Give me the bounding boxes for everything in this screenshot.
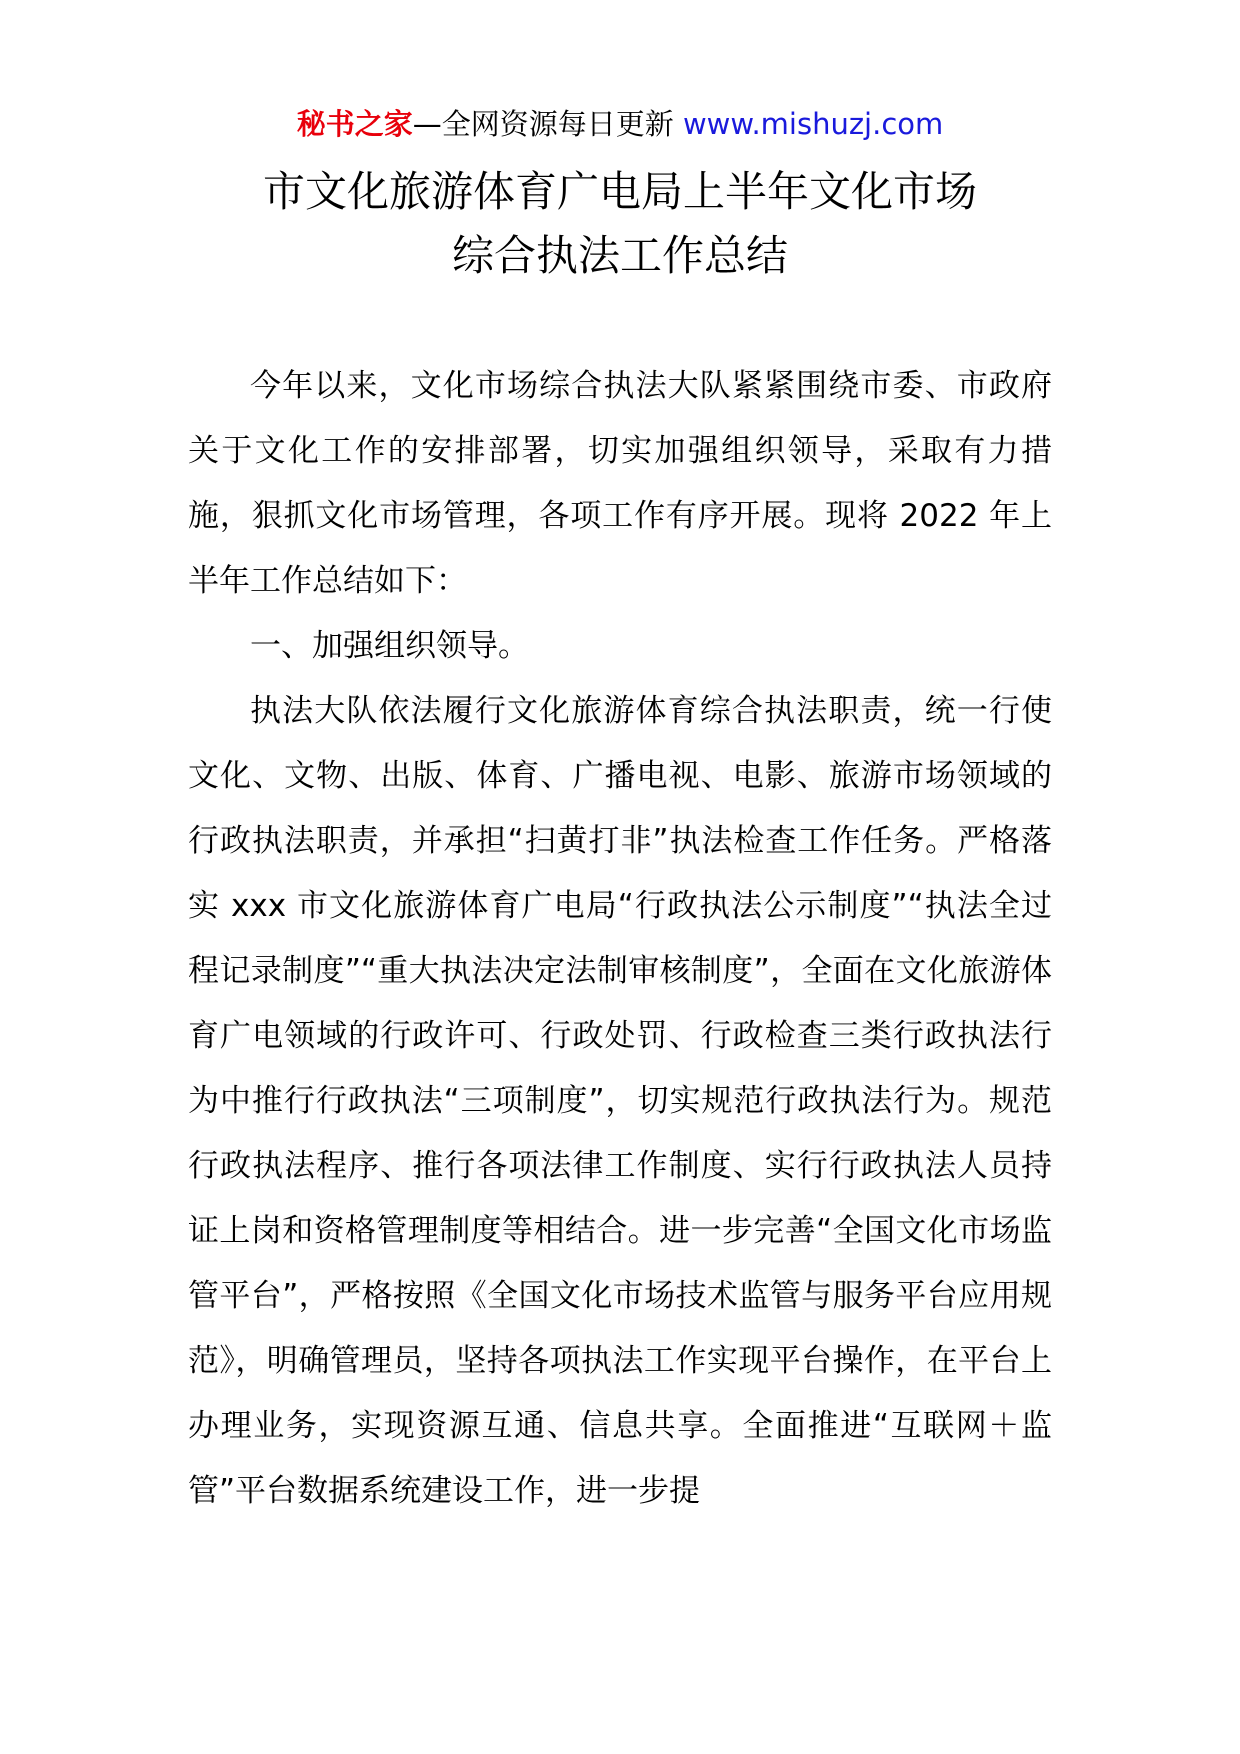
site-url: www.mishuzj.com — [682, 107, 944, 141]
watermark-header — [0, 104, 1240, 144]
brand-name: 秘书之家 — [296, 107, 413, 141]
document-title — [0, 160, 1240, 288]
paragraph-section-1: 执法大队依法履行文化旅游体育综合执法职责，统一行使文化、文物、出版、体育、广播电视、电影、旅游市场领域的行政执法职责，并承担“扫黄打非”执法检查工作任务。严格落实 xxx 市文化旅游体育广电局“行政执法公示制度”“执法全过程记录制度”“重大执法决定法制审核制度”，全面在文化旅游体育广电领域的行政许可、行政处罚、行政检查三类行政执法行为中推行行政执法“三项制度”，切实规范行政执法行为。规范行政执法程序、推行各项法律工作制度、实行行政执法人员持证上岗和资格管理制度等相结合。进一步完善“全国文化市场监管平台”，严格按照《全国文化市场技术监管与服务平台应用规范》，明确管理员，坚持各项执法工作实现平台操作，在平台上办理业务，实现资源互通、信息共享。全面推进“互联网＋监管”平台数据系统建设工作，进一步提 — [188, 693, 1052, 1509]
section-heading-1: 一、加强组织领导。 — [250, 628, 529, 664]
paragraph-intro: 今年以来，文化市场综合执法大队紧紧围绕市委、市政府关于文化工作的安排部署，切实加强组织领导，采取有力措施，狠抓文化市场管理，各项工作有序开展。现将 2022 年上半年工作总结如下： — [188, 368, 1052, 599]
document-body — [188, 354, 1052, 1524]
title-line-2: 综合执法工作总结 — [451, 231, 788, 280]
title-line-1: 市文化旅游体育广电局上半年文化市场 — [262, 167, 977, 216]
brand-slogan: —全网资源每日更新 — [412, 107, 674, 141]
